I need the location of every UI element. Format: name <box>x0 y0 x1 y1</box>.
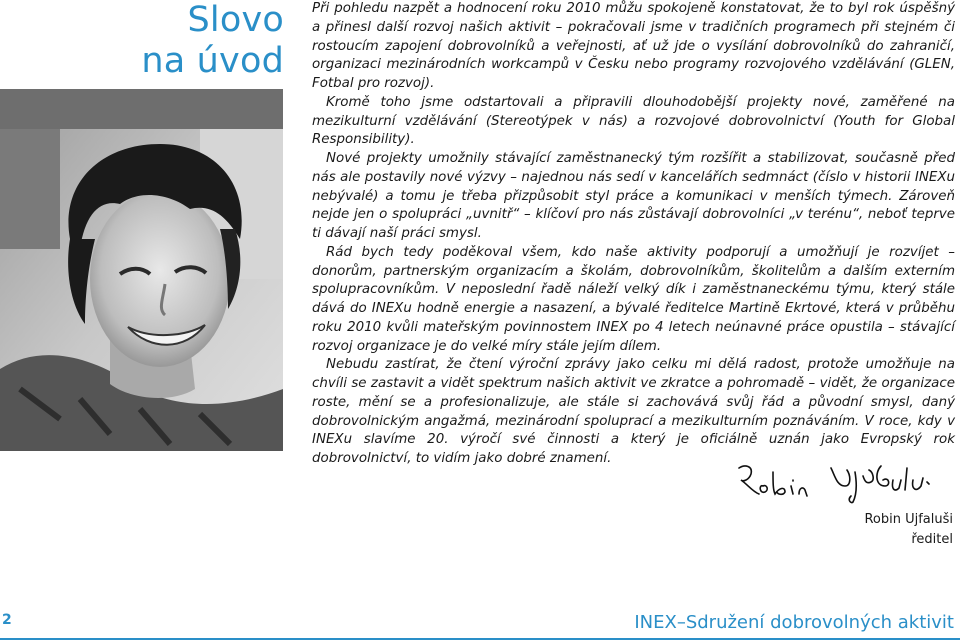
signature-role: ředitel <box>911 532 953 547</box>
portrait-photo-image <box>0 89 283 451</box>
portrait-photo <box>0 89 283 451</box>
signature-name: Robin Ujfaluši <box>864 512 953 527</box>
intro-text <box>312 0 955 469</box>
page-title-line-2: na úvod <box>141 41 284 81</box>
paragraph-4: Rád bych tedy poděkoval všem, kdo naše aktivity podporují a umožňují je rozvíjet – donorům, partnerským organizacím a školám, dobrovolníkům, školitelům a dalším externím spolupracovníkům. V neposlední řadě náleží velký dík i zaměstnaneckému týmu, který stále dává do INEXu hodně energie a nasazení, a bývalé ředitelce Martině Ekrtové, která v průběhu roku 2010 kvůli mateřským povinnostem INEX po 4 letech neúnavné práce opustila – stávající rozvoj organizace je do velké míry stále jejím dílem. <box>312 244 955 354</box>
paragraph-3: Nové projekty umožnily stávající zaměstnanecký tým rozšířit a stabilizovat, současně před nás ale postavily nové výzvy – najednou nás sedí v kancelářích sedmnáct (číslo v historii INEXu nebývalé) a tomu je třeba přizpůsobit styl práce a komunikaci v menších týmech. Zároveň nejde jen o spolupráci „uvnitř“ – klíčoví pro nás zůstávají dobrovolníci „v terénu“, neboť teprve ti dávají naší práci smysl. <box>312 151 955 241</box>
signature-block <box>864 510 953 550</box>
page-title <box>124 0 284 82</box>
paragraph-2: Kromě toho jsme odstartovali a připravili dlouhodobější projekty nové, zaměřené na mezikulturní vzdělávání (Stereotýpek v nás) a rozvojové dobrovolnictví (Youth for Global Responsibility). <box>312 94 955 148</box>
paragraph-1: Při pohledu nazpět a hodnocení roku 2010 můžu spokojeně konstatovat, že to byl rok úspěšný a přinesl další rozvoj našich aktivit – pokračovali jsme v tradičních programech při stejném či rostoucím zapojení dobrovolníků a veřejnosti, ať už jde o vysílání dobrovolníků do zahraničí, organizaci mezinárodních workcampů v Česku nebo programy rozvojového vzdělávání (GLEN, Fotbal pro rozvoj). <box>312 1 955 91</box>
handwritten-signature <box>735 462 935 504</box>
paragraph-5: Nebudu zastírat, že čtení výroční zprávy jako celku mi dělá radost, protože umožňuje na chvíli se zastavit a vidět spektrum našich aktivit ve zkratce a pohromadě – vidět, že organizace roste, mění se a profesionalizuje, ale stále si zachovává svůj řád a původní smysl, daný dobrovolnickým angažmá, mezinárodní spoluprací a mezikulturním poznáváním. V roce, kdy v INEXu slavíme 20. výročí své činnosti a který je oficiálně uznán jako Evropský rok dobrovolnictví, to vidím jako dobré znamení. <box>312 357 955 466</box>
footer-org-name: INEX–Sdružení dobrovolných aktivit <box>634 612 954 633</box>
page-title-line-1: Slovo <box>187 0 284 40</box>
footer-divider <box>0 638 960 640</box>
page-number: 2 <box>2 612 12 628</box>
